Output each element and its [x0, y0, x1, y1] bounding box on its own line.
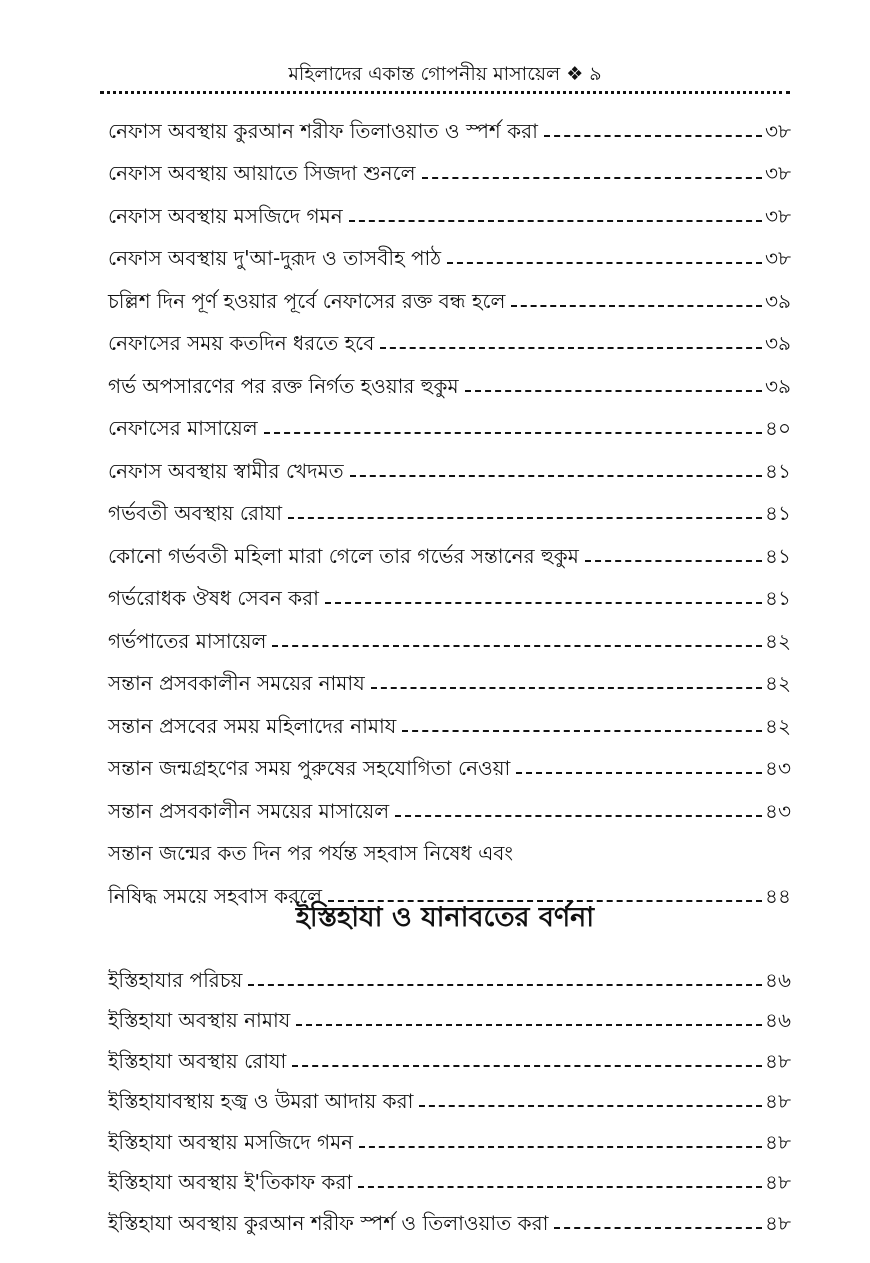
toc-entry-title: গর্ভ অপসারণের পর রক্ত নির্গত হওয়ার হুকুম: [108, 373, 459, 398]
toc-entry-title: নেফাস অবস্থায় আয়াতে সিজদা শুনলে: [108, 161, 416, 185]
toc-entry: [108, 101, 791, 144]
toc-entry-title: সন্তান প্রসবকালীন সময়ের মাসায়েল: [108, 798, 390, 823]
toc-entry-page: ৪৩: [765, 798, 791, 823]
toc-entry-title: ইস্তিহাযার পরিচয়: [108, 967, 243, 992]
toc-entry-title: ইস্তিহাযা অবস্থায় মসজিদে গমন: [108, 1129, 354, 1154]
toc-entry-title: গর্ভরোধক ঔষধ সেবন করা: [108, 586, 319, 610]
toc-entry-title: নেফাস অবস্থায় মসজিদে গমন: [108, 203, 343, 228]
toc-entry-title: সন্তান জন্মের কত দিন পর পর্যন্ত সহবাস নিষেধ এবং: [108, 841, 514, 865]
dash-leader: [272, 645, 762, 647]
toc-entry-page: ৩৯: [765, 288, 791, 313]
toc-entry-page: ৪৮: [765, 1170, 791, 1194]
toc-entry-page: ৩৮: [765, 118, 791, 143]
toc-entry: [108, 824, 791, 867]
toc-entry-title: কোনো গর্ভবতী মহিলা মারা গেলে তার গর্ভের সন্তানের হুকুম: [108, 543, 579, 568]
dash-leader: [511, 305, 762, 307]
toc-entry-page: ৪৬: [765, 1008, 791, 1032]
toc-entry: [108, 1114, 791, 1155]
dash-leader: [296, 1024, 762, 1026]
toc-entry-title: নেফাস অবস্থায় কুরআন শরীফ তিলাওয়াত ও স্পর্শ করা: [108, 118, 538, 143]
toc-entry: [108, 1033, 791, 1074]
toc-entry: [108, 1155, 791, 1196]
toc-entry: [108, 314, 791, 357]
dash-leader: [349, 220, 762, 222]
header-dotted-rule: [100, 91, 790, 94]
toc-entry-page: ৪১: [765, 458, 791, 483]
toc-entry: [108, 526, 791, 569]
toc-entry-page: ৪৮: [765, 1048, 791, 1073]
dash-leader: [248, 984, 762, 986]
dash-leader: [516, 772, 762, 774]
toc-entry: [108, 271, 791, 314]
toc-entry: [108, 781, 791, 824]
dash-leader: [350, 475, 762, 477]
toc-entry: [108, 1074, 791, 1115]
toc-entry: [108, 484, 791, 527]
dash-leader: [371, 687, 762, 689]
toc-entry: [108, 611, 791, 654]
toc-entry-page: ৪২: [765, 671, 791, 695]
toc-entry-title: গর্ভপাতের মাসায়েল: [108, 628, 267, 653]
dash-leader: [264, 432, 762, 434]
toc-entry-page: ৩৯: [765, 373, 791, 398]
toc-entry: [108, 952, 791, 993]
toc-entry-page: ৩৮: [765, 203, 791, 228]
toc-entry-page: ৪১: [765, 501, 791, 525]
toc-entry-page: ৪৮: [765, 1129, 791, 1154]
dash-leader: [359, 1146, 762, 1148]
toc-entry-title: ইস্তিহাযাবস্থায় হজ্ব ও উমরা আদায় করা: [108, 1089, 414, 1113]
toc-entry-page: ৪২: [765, 628, 791, 653]
dash-leader: [447, 262, 762, 264]
toc-entry-page: ৪৮: [765, 1210, 791, 1235]
toc-entry-page: ৪২: [765, 713, 791, 738]
dash-leader: [465, 390, 762, 392]
dash-leader: [395, 815, 762, 817]
dash-leader: [544, 135, 762, 137]
dash-leader: [380, 347, 762, 349]
toc-entry-page: ৩৮: [765, 161, 791, 185]
toc-entry-title: ইস্তিহাযা অবস্থায় রোযা: [108, 1048, 287, 1073]
toc-entry: [108, 356, 791, 399]
toc-entry-title: ইস্তিহাযা অবস্থায় নামায: [108, 1008, 291, 1032]
toc-entry-page: ৪১: [765, 586, 791, 610]
dash-leader: [292, 1065, 762, 1067]
toc-entry: [108, 1195, 791, 1236]
dash-leader: [585, 560, 762, 562]
toc-entry-title: সন্তান প্রসবকালীন সময়ের নামায: [108, 671, 365, 695]
toc-entry: [108, 654, 791, 697]
toc-entry: [108, 696, 791, 739]
toc-entry-page: ৪৩: [765, 756, 791, 780]
dash-leader: [419, 1105, 762, 1107]
toc-part-2: [108, 952, 791, 1236]
dash-leader: [402, 730, 762, 732]
toc-entry-title: ইস্তিহাযা অবস্থায় ই'তিকাফ করা: [108, 1170, 353, 1194]
toc-entry-page: ৩৮: [765, 246, 791, 270]
toc-entry: [108, 569, 791, 612]
toc-entry: [108, 739, 791, 782]
toc-entry-title: সন্তান প্রসবের সময় মহিলাদের নামায: [108, 713, 397, 738]
toc-entry-page: ৪৮: [765, 1089, 791, 1113]
toc-entry-page: ৪৪: [765, 883, 791, 908]
running-header: মহিলাদের একান্ত গোপনীয় মাসায়েল ❖ ৯: [288, 63, 602, 85]
toc-entry: [108, 144, 791, 187]
toc-entry-title: ইস্তিহাযা অবস্থায় কুরআন শরীফ স্পর্শ ও তিলাওয়াত করা: [108, 1210, 549, 1235]
toc-entry: [108, 993, 791, 1034]
toc-part-1: [108, 101, 791, 909]
toc-entry: [108, 229, 791, 272]
dash-leader: [325, 602, 762, 604]
dash-leader: [288, 517, 762, 519]
dash-leader: [358, 1186, 762, 1188]
toc-entry-page: ৪০: [765, 416, 791, 440]
toc-entry-page: ৪১: [765, 543, 791, 568]
toc-entry-page: ৪৬: [765, 967, 791, 992]
toc-entry-title: নিষিদ্ধ সময়ে সহবাস করলে: [108, 883, 323, 908]
toc-entry-page: ৩৯: [765, 331, 791, 355]
toc-entry-title: নেফাস অবস্থায় স্বামীর খেদমত: [108, 458, 344, 483]
section-heading: ইস্তিহাযা ও যানাবতের বর্ণনা: [295, 902, 595, 933]
toc-entry-title: চল্লিশ দিন পূর্ণ হওয়ার পূর্বে নেফাসের রক্ত বন্ধ হলে: [108, 288, 506, 313]
toc-entry: [108, 399, 791, 442]
dash-leader: [554, 1227, 762, 1229]
dash-leader: [422, 177, 762, 179]
toc-entry-title: নেফাসের সময় কতদিন ধরতে হবে: [108, 331, 375, 355]
toc-entry-title: গর্ভবতী অবস্থায় রোযা: [108, 501, 283, 525]
toc-entry-title: সন্তান জন্মগ্রহণের সময় পুরুষের সহযোগিতা নেওয়া: [108, 756, 511, 780]
toc-entry-title: নেফাসের মাসায়েল: [108, 416, 258, 440]
toc-entry: [108, 441, 791, 484]
toc-entry: [108, 186, 791, 229]
toc-entry-title: নেফাস অবস্থায় দু'আ-দুরূদ ও তাসবীহ পাঠ: [108, 246, 442, 270]
